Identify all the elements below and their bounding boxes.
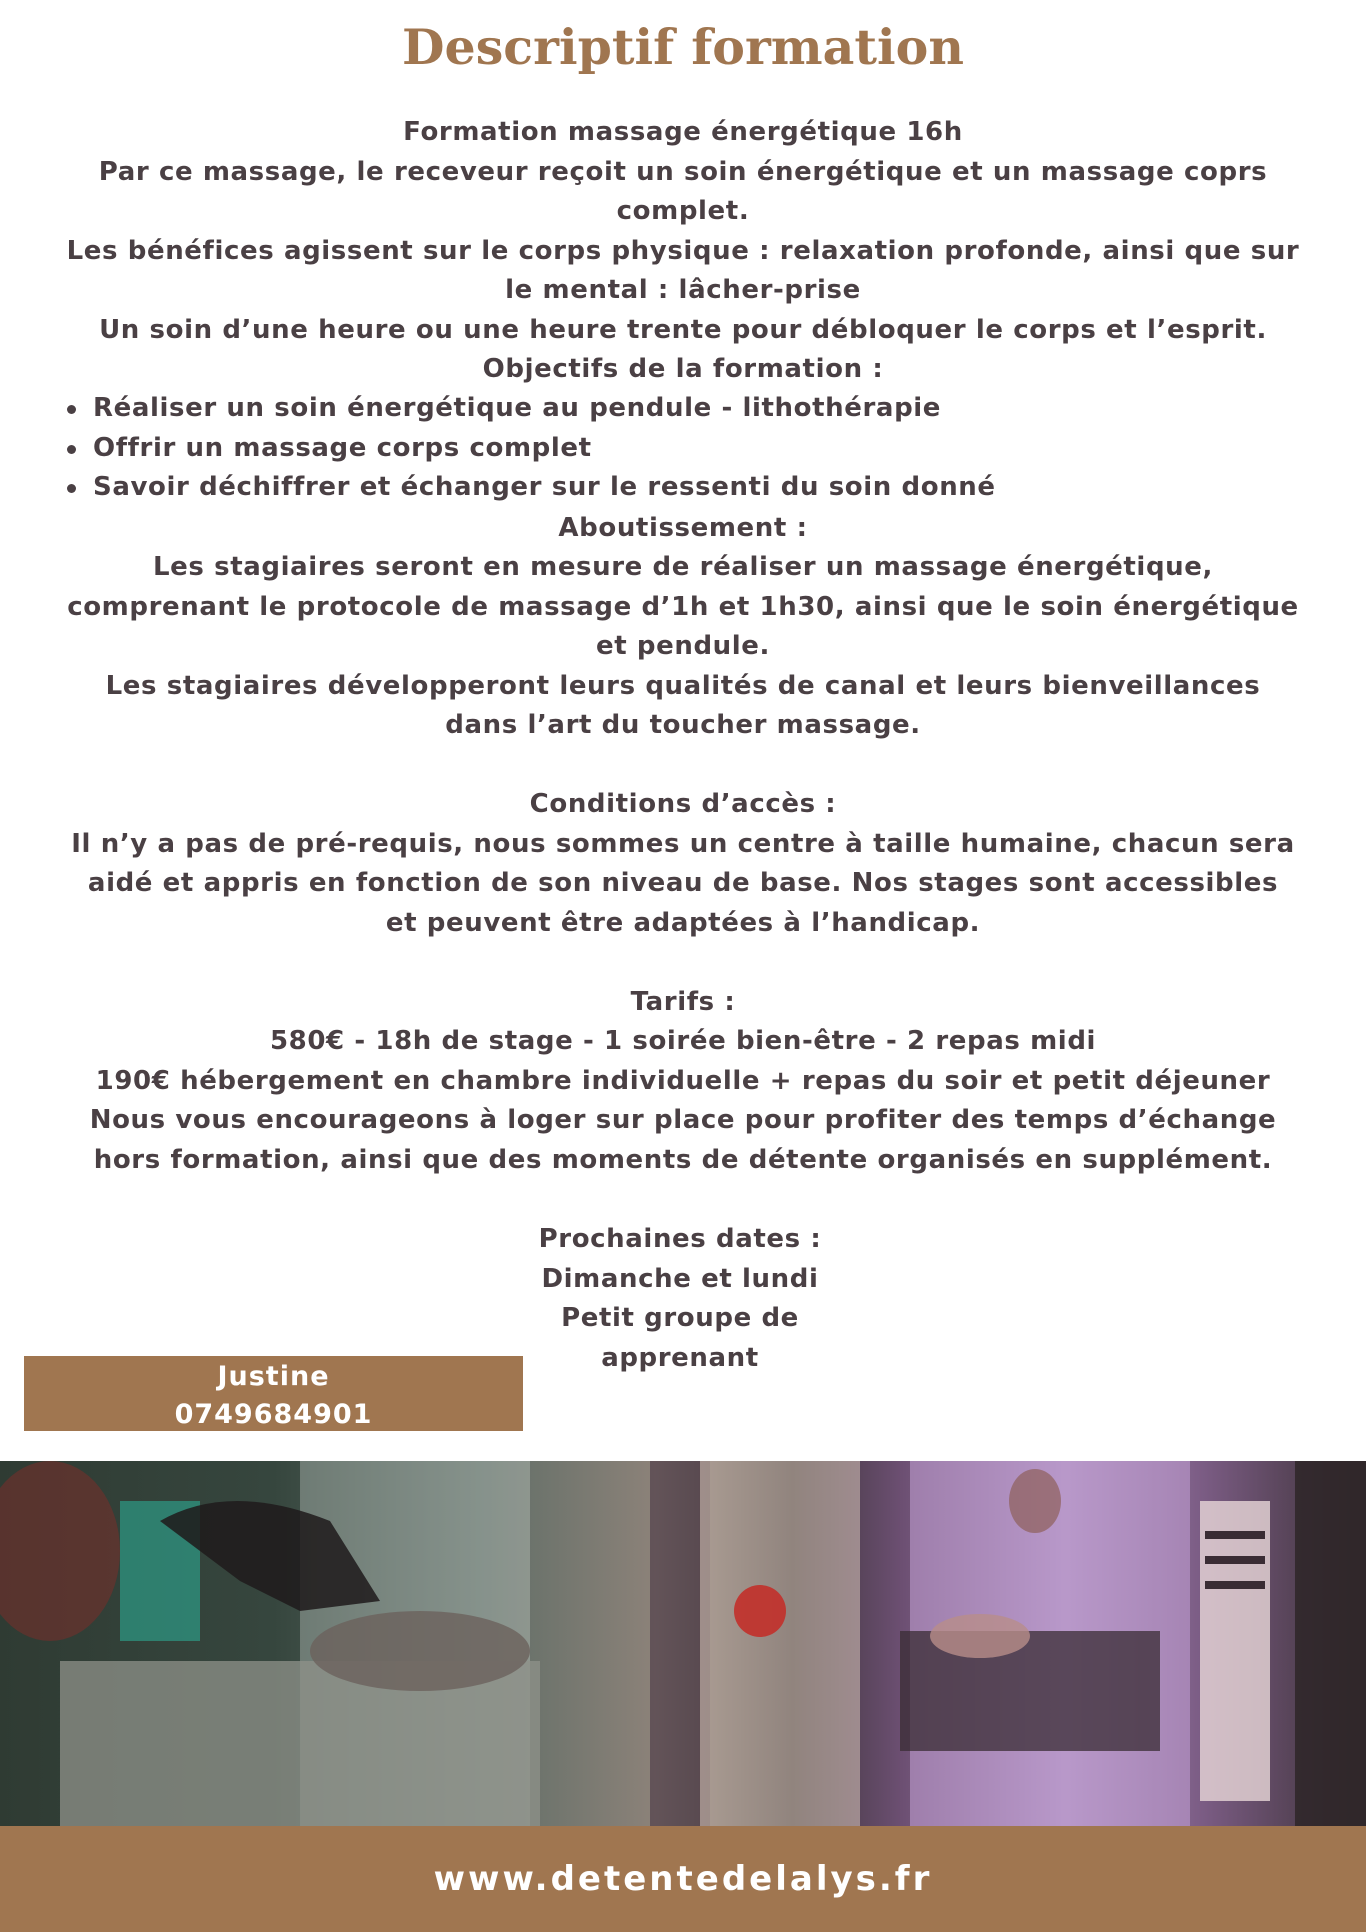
dates-line: Dimanche et lundi: [541, 1263, 819, 1294]
outcome-heading: Aboutissement :: [558, 513, 808, 543]
outcome-line: comprenant le protocole de massage d’1h et 1h30, ainsi que le soin énergétique: [67, 592, 1299, 622]
massage-room-photo: [0, 1461, 1366, 1826]
intro-line: complet.: [616, 196, 750, 226]
list-item: Savoir déchiffrer et échanger sur le ressenti du soin donné: [60, 468, 996, 508]
outcome-line: Les stagiaires seront en mesure de réaliser un massage énergétique,: [153, 552, 1213, 582]
pricing-line: 190€ hébergement en chambre individuelle + repas du soir et petit déjeuner: [95, 1066, 1271, 1096]
photo-illustration: [0, 1461, 1366, 1826]
pricing-line: hors formation, ainsi que des moments de détente organisés en supplément.: [93, 1145, 1273, 1175]
objectives-heading: Objectifs de la formation :: [482, 354, 884, 384]
contact-box: [24, 1356, 523, 1431]
formation-heading: Formation massage énergétique 16h: [403, 117, 963, 147]
dates-line: apprenant: [601, 1342, 759, 1373]
outcome-line: Les stagiaires développeront leurs qualités de canal et leurs bienveillances: [105, 671, 1261, 701]
objectives-list: [60, 389, 996, 508]
pricing-heading: Tarifs :: [630, 987, 736, 1017]
intro-line: Par ce massage, le receveur reçoit un soin énergétique et un massage coprs: [98, 157, 1268, 187]
pricing-line: 580€ - 18h de stage - 1 soirée bien-être - 2 repas midi: [269, 1026, 1097, 1056]
access-line: aidé et appris en fonction de son niveau de base. Nos stages sont accessibles: [87, 868, 1279, 898]
session-line: Un soin d’une heure ou une heure trente pour débloquer le corps et l’esprit.: [99, 315, 1267, 345]
outcome-line: et pendule.: [595, 631, 770, 661]
contact-name: Justine: [217, 1361, 330, 1392]
page-title: Descriptif formation: [402, 18, 964, 76]
outcome-line: dans l’art du toucher massage.: [445, 710, 921, 740]
list-item: Réaliser un soin énergétique au pendule - lithothérapie: [60, 389, 996, 429]
access-line: Il n’y a pas de pré-requis, nous sommes un centre à taille humaine, chacun sera: [71, 829, 1295, 859]
contact-phone[interactable]: 0749684901: [174, 1399, 373, 1430]
pricing-line: Nous vous encourageons à loger sur place pour profiter des temps d’échange: [89, 1105, 1277, 1135]
next-dates: [480, 1220, 880, 1378]
access-line: et peuvent être adaptées à l’handicap.: [385, 908, 981, 938]
dates-heading: Prochaines dates :: [538, 1224, 822, 1254]
access-heading: Conditions d’accès :: [529, 789, 837, 819]
benefits-line: Les bénéfices agissent sur le corps physique : relaxation profonde, ainsi que sur: [66, 236, 1300, 266]
footer-website[interactable]: www.detentedelalys.fr: [0, 1826, 1366, 1932]
list-item: Offrir un massage corps complet: [60, 429, 996, 469]
benefits-line: le mental : lâcher-prise: [505, 275, 861, 305]
dates-line: Petit groupe de: [561, 1303, 799, 1334]
